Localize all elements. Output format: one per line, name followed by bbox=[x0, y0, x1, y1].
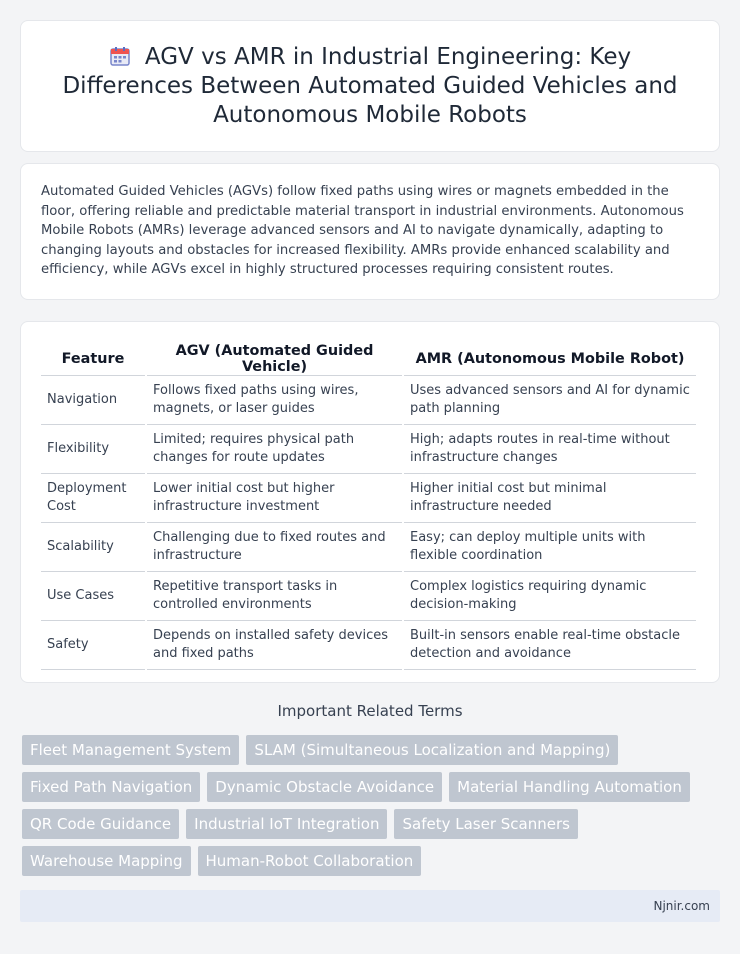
table-row bbox=[41, 523, 696, 572]
page-title bbox=[51, 43, 689, 130]
term-tag[interactable]: SLAM (Simultaneous Localization and Mapping) bbox=[246, 735, 618, 765]
header-amr: AMR (Autonomous Mobile Robot) bbox=[404, 339, 696, 376]
term-tag[interactable]: Safety Laser Scanners bbox=[394, 809, 577, 839]
term-tag[interactable]: Fixed Path Navigation bbox=[22, 772, 200, 802]
table-row bbox=[41, 425, 696, 474]
table-row bbox=[41, 572, 696, 621]
footer bbox=[20, 890, 720, 922]
term-tag[interactable]: Industrial IoT Integration bbox=[186, 809, 387, 839]
table-cell-amr: Easy; can deploy multiple units with flexible coordination bbox=[404, 523, 696, 572]
table-cell-feature: Deployment Cost bbox=[41, 474, 145, 523]
table-cell-feature: Navigation bbox=[41, 376, 145, 425]
related-terms-title: Important Related Terms bbox=[277, 702, 463, 720]
related-terms-list bbox=[22, 735, 722, 876]
table-header-row bbox=[41, 339, 696, 376]
table-row bbox=[41, 474, 696, 523]
header-agv: AGV (Automated Guided Vehicle) bbox=[147, 339, 402, 376]
header-feature: Feature bbox=[41, 339, 145, 376]
table-cell-agv: Depends on installed safety devices and fixed paths bbox=[147, 621, 402, 670]
table-cell-agv: Limited; requires physical path changes for route updates bbox=[147, 425, 402, 474]
term-tag[interactable]: Material Handling Automation bbox=[449, 772, 690, 802]
term-tag[interactable]: Warehouse Mapping bbox=[22, 846, 191, 876]
intro-card bbox=[20, 163, 720, 300]
table-cell-amr: High; adapts routes in real-time without infrastructure changes bbox=[404, 425, 696, 474]
term-tag[interactable]: QR Code Guidance bbox=[22, 809, 179, 839]
term-tag[interactable]: Human-Robot Collaboration bbox=[198, 846, 422, 876]
table-cell-amr: Higher initial cost but minimal infrastructure needed bbox=[404, 474, 696, 523]
term-tag[interactable]: Fleet Management System bbox=[22, 735, 239, 765]
table-cell-amr: Built-in sensors enable real-time obstacle detection and avoidance bbox=[404, 621, 696, 670]
table-row bbox=[41, 376, 696, 425]
term-tag[interactable]: Dynamic Obstacle Avoidance bbox=[207, 772, 442, 802]
table-cell-agv: Repetitive transport tasks in controlled environments bbox=[147, 572, 402, 621]
table-cell-feature: Scalability bbox=[41, 523, 145, 572]
table-cell-amr: Complex logistics requiring dynamic decision-making bbox=[404, 572, 696, 621]
table-cell-amr: Uses advanced sensors and AI for dynamic path planning bbox=[404, 376, 696, 425]
title-card bbox=[20, 20, 720, 152]
table-row bbox=[41, 621, 696, 670]
footer-site[interactable]: Njnir.com bbox=[653, 899, 710, 913]
calendar-icon bbox=[109, 45, 131, 67]
table-cell-agv: Follows fixed paths using wires, magnets, or laser guides bbox=[147, 376, 402, 425]
table-cell-feature: Safety bbox=[41, 621, 145, 670]
table-cell-feature: Flexibility bbox=[41, 425, 145, 474]
table-cell-agv: Lower initial cost but higher infrastructure investment bbox=[147, 474, 402, 523]
intro-paragraph: Automated Guided Vehicles (AGVs) follow fixed paths using wires or magnets embedded in the floor, offering reliable and predictable material transport in industrial environments. Autonomous Mobile Robots (AMRs) leverage advanced sensors and AI to navigate dynamically, adapting to changing layouts and obstacles for increased flexibility. AMRs provide enhanced scalability and efficiency, while AGVs excel in highly structured processes requiring consistent routes. bbox=[41, 184, 684, 277]
comparison-table bbox=[39, 339, 698, 670]
table-cell-feature: Use Cases bbox=[41, 572, 145, 621]
page-title-text: AGV vs AMR in Industrial Engineering: Key Differences Between Automated Guided Vehicles and Autonomous Mobile Robots bbox=[62, 44, 678, 128]
comparison-card bbox=[20, 321, 720, 683]
table-cell-agv: Challenging due to fixed routes and infrastructure bbox=[147, 523, 402, 572]
